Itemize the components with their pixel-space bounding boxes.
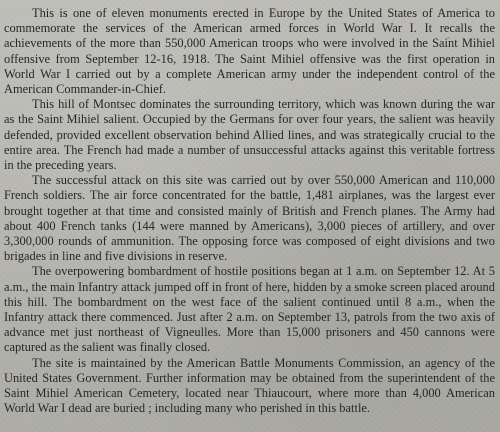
stone-speck — [311, 204, 313, 206]
paragraph-monument-intro: This is one of eleven monuments erected in Europe by the United States of America to commemorate the services of the American armed forces in World War I. It recalls the achievements of the more than 550,000 American troops who were involved in the Saint Mihiel offensive from September 12-16, 1918. The Saint Mihiel offensive was the first operation in World War I carried out by a complete American army under the independent control of the American Commander-in-Chief. — [4, 6, 495, 97]
stone-speck — [388, 300, 390, 303]
stone-speck — [140, 355, 142, 357]
paragraph-bombardment: The overpowering bombardment of hostile positions began at 1 a.m. on September 12. At 5 a.m., the main Infantry attack jumped off in front of here, hidden by a smoke screen placed around this hill. The bombardment on the west face of the salient continued until 8 a.m., when the Infantry attack there commenced. Just after 2 a.m. on September 13, patrols from the two axis of advance met just northeast of Vigneulles. More than 15,000 prisoners and 450 cannons were captured as the salient was finally closed. — [4, 264, 495, 355]
stone-speck — [228, 74, 230, 76]
stone-speck — [447, 37, 450, 39]
stone-speck — [62, 118, 64, 120]
stone-speck — [472, 395, 474, 397]
paragraph-site-maintenance: The site is maintained by the American Battle Monuments Commission, an agency of the United States Government. Further information may be obtained from the superintendent of the Saint Mihiel American Cemetery, located near Thiaucourt, where more than 4,000 American World War I dead are buried ; including many who perished in this battle. — [4, 355, 495, 416]
plaque-text — [4, 6, 495, 416]
paragraph-montsec-hill: This hill of Montsec dominates the surrounding territory, which was known during the war as the Saint Mihiel salient. Occupied by the Germans for over four years, the salient was heavily defended, provided excellent observation behind Allied lines, and was strategically crucial to the entire area. The French had made a number of unsuccessful attacks against this veritable fortress in the preceding years. — [4, 97, 495, 173]
paragraph-successful-attack: The successful attack on this site was carried out by over 550,000 American and 110,000 French soldiers. The air force concentrated for the battle, 1,481 airplanes, was the largest ever brought together at that time and consisted mainly of British and French planes. The Army had about 400 French tanks (144 were manned by Americans), 3,000 pieces of artillery, and over 3,300,000 rounds of ammunition. The opposing force was composed of eight divisions and two brigades in line and five divisions in reserve. — [4, 173, 495, 264]
stone-speck — [20, 410, 23, 412]
